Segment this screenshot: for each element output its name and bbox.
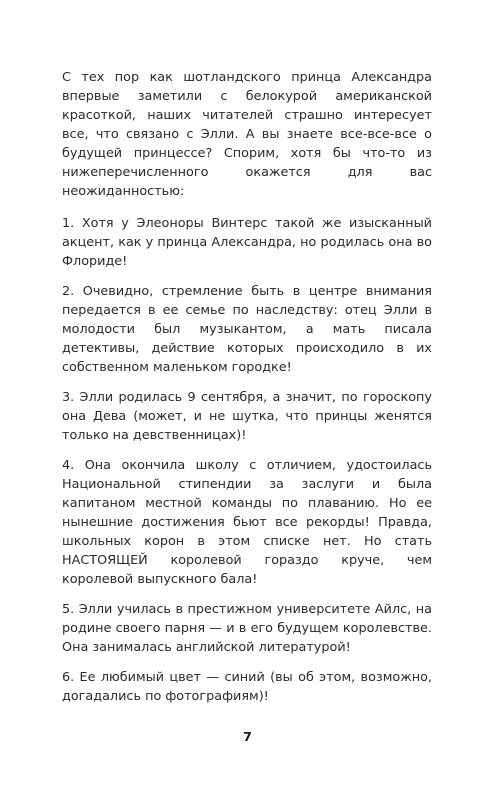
list-item-6: 6. Ее любимый цвет — синий (вы об этом, возможно, догадались по фотографиям)! (62, 670, 432, 704)
list-item-4: 4. Она окончила школу с отличием, удостоилась Национальной стипендии за заслуги и была капитаном местной команды по плаванию. Но ее нынешние достижения бьют все рекорды! Правда, школьных корон в этом списке нет. Но стать НАСТОЯЩЕЙ королевой гораздо круче, чем королевой выпускного бала! (62, 458, 432, 587)
page-number: 7 (243, 729, 252, 744)
list-item-2: 2. Очевидно, стремление быть в центре внимания передается в ее семье по наследству: отец Элли в молодости был музыкантом, а мать писала детективы, действие которых происходило в их собственном маленьком городке! (62, 284, 432, 375)
page-body (62, 68, 432, 717)
intro-paragraph: С тех пор как шотландского принца Александра впервые заметили с белокурой американской красоткой, наших читателей страшно интересует все, что связано с Элли. А вы знаете все-все-все о будущей принцессе? Спорим, хотя бы что-то из нижеперечисленного окажется для вас неожиданностью: (62, 70, 432, 199)
list-item-1: 1. Хотя у Элеоноры Винтерс такой же изысканный акцент, как у принца Александра, но родилась она во Флориде! (62, 216, 432, 269)
list-item-5: 5. Элли училась в престижном университете Айлс, на родине своего парня — и в его будущем королевстве. Она занималась английской литературой! (62, 602, 432, 655)
list-item-3: 3. Элли родилась 9 сентября, а значит, по гороскопу она Дева (может, и не шутка, что принцы женятся только на девственницах)! (62, 390, 432, 443)
